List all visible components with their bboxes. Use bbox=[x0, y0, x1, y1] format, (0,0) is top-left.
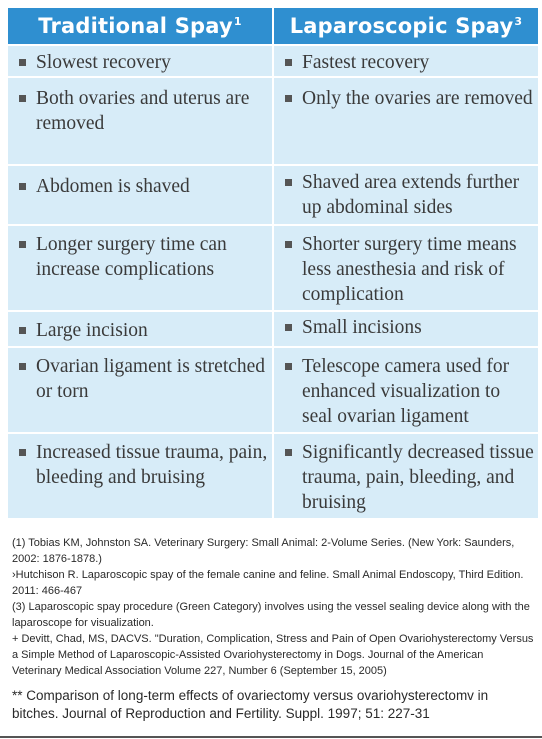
bullet-icon bbox=[285, 95, 292, 102]
row-left-cell bbox=[8, 46, 272, 76]
table-row bbox=[8, 348, 538, 432]
row-right-cell bbox=[274, 434, 538, 518]
bullet-icon bbox=[285, 363, 292, 370]
row-left-cell bbox=[8, 78, 272, 164]
table-row bbox=[8, 226, 538, 310]
row-right-cell bbox=[274, 166, 538, 224]
bullet-icon bbox=[285, 449, 292, 456]
table-row bbox=[8, 46, 538, 76]
row-left-text: Longer surgery time can increase complications bbox=[36, 234, 227, 280]
row-right-text: Only the ovaries are removed bbox=[302, 88, 533, 109]
row-left-text: Slowest recovery bbox=[36, 52, 171, 73]
row-right-cell bbox=[274, 348, 538, 432]
bullet-icon bbox=[285, 59, 292, 66]
bullet-icon bbox=[19, 95, 26, 102]
bullet-icon bbox=[19, 449, 26, 456]
row-right-text: Small incisions bbox=[302, 317, 422, 338]
bullet-icon bbox=[19, 183, 26, 190]
row-left-text: Abdomen is shaved bbox=[36, 176, 190, 197]
row-right-text: Shaved area extends further up abdominal sides bbox=[302, 172, 520, 218]
table-row bbox=[8, 78, 538, 164]
comparison-table bbox=[8, 8, 538, 518]
row-right-cell bbox=[274, 226, 538, 310]
bullet-icon bbox=[19, 59, 26, 66]
bottom-divider bbox=[0, 736, 542, 738]
row-right-cell bbox=[274, 46, 538, 76]
table-row bbox=[8, 166, 538, 224]
row-right-text: Shorter surgery time means less anesthesia and risk of complication bbox=[302, 234, 517, 305]
row-right-text: Telescope camera used for enhanced visualization to seal ovarian ligament bbox=[302, 356, 510, 427]
bullet-icon bbox=[285, 241, 292, 248]
row-left-cell bbox=[8, 434, 272, 518]
footnotes bbox=[8, 535, 538, 723]
row-left-text: Both ovaries and uterus are removed bbox=[36, 88, 250, 134]
row-left-cell bbox=[8, 312, 272, 346]
footnote-2: ›Hutchison R. Laparoscopic spay of the female canine and feline. Small Animal Endoscopy, Third Edition. 2011: 466-467 bbox=[12, 569, 524, 597]
table-header bbox=[8, 8, 538, 44]
header-right-title: Laparoscopic Spay bbox=[289, 14, 514, 38]
row-left-cell bbox=[8, 348, 272, 432]
row-right-cell bbox=[274, 312, 538, 346]
row-right-cell bbox=[274, 78, 538, 164]
bullet-icon bbox=[285, 179, 292, 186]
row-right-text: Significantly decreased tissue trauma, pain, bleeding, and bruising bbox=[302, 442, 534, 513]
row-left-cell bbox=[8, 226, 272, 310]
bullet-icon bbox=[285, 324, 292, 331]
bullet-icon bbox=[19, 241, 26, 248]
row-left-text: Large incision bbox=[36, 320, 148, 341]
row-left-cell bbox=[8, 166, 272, 224]
header-laparoscopic-spay bbox=[274, 8, 538, 44]
table-row bbox=[8, 312, 538, 346]
footnote-5: ** Comparison of long-term effects of ovariectomy versus ovariohysterectomv in bitches. Journal of Reproduction and Fertility. Suppl. 1997; 51: 227-31 bbox=[12, 688, 489, 721]
footnote-1: (1) Tobias KM, Johnston SA. Veterinary Surgery: Small Animal: 2-Volume Series. (New York: Saunders, 2002: 1876-1878.) bbox=[12, 537, 515, 565]
row-right-text: Fastest recovery bbox=[302, 52, 430, 73]
table-row bbox=[8, 434, 538, 518]
row-left-text: Ovarian ligament is stretched or torn bbox=[36, 356, 266, 402]
header-right-sup: 3 bbox=[514, 14, 523, 28]
footnote-3: (3) Laparoscopic spay procedure (Green Category) involves using the vessel sealing device along with the laparoscope for visualization. bbox=[12, 601, 530, 629]
bullet-icon bbox=[19, 327, 26, 334]
header-left-sup: 1 bbox=[233, 14, 242, 28]
header-left-title: Traditional Spay bbox=[38, 14, 233, 38]
row-left-text: Increased tissue trauma, pain, bleeding and bruising bbox=[36, 442, 268, 488]
header-traditional-spay bbox=[8, 8, 272, 44]
footnote-4: + Devitt, Chad, MS, DACVS. "Duration, Complication, Stress and Pain of Open Ovariohysterectomy Versus a Simple Method of Laparoscopic-Assisted Ovariohysterectomy in Dogs. Journal of the American Veterinary Medical Association Volume 227, Number 6 (September 15, 2005) bbox=[12, 633, 534, 677]
bullet-icon bbox=[19, 363, 26, 370]
